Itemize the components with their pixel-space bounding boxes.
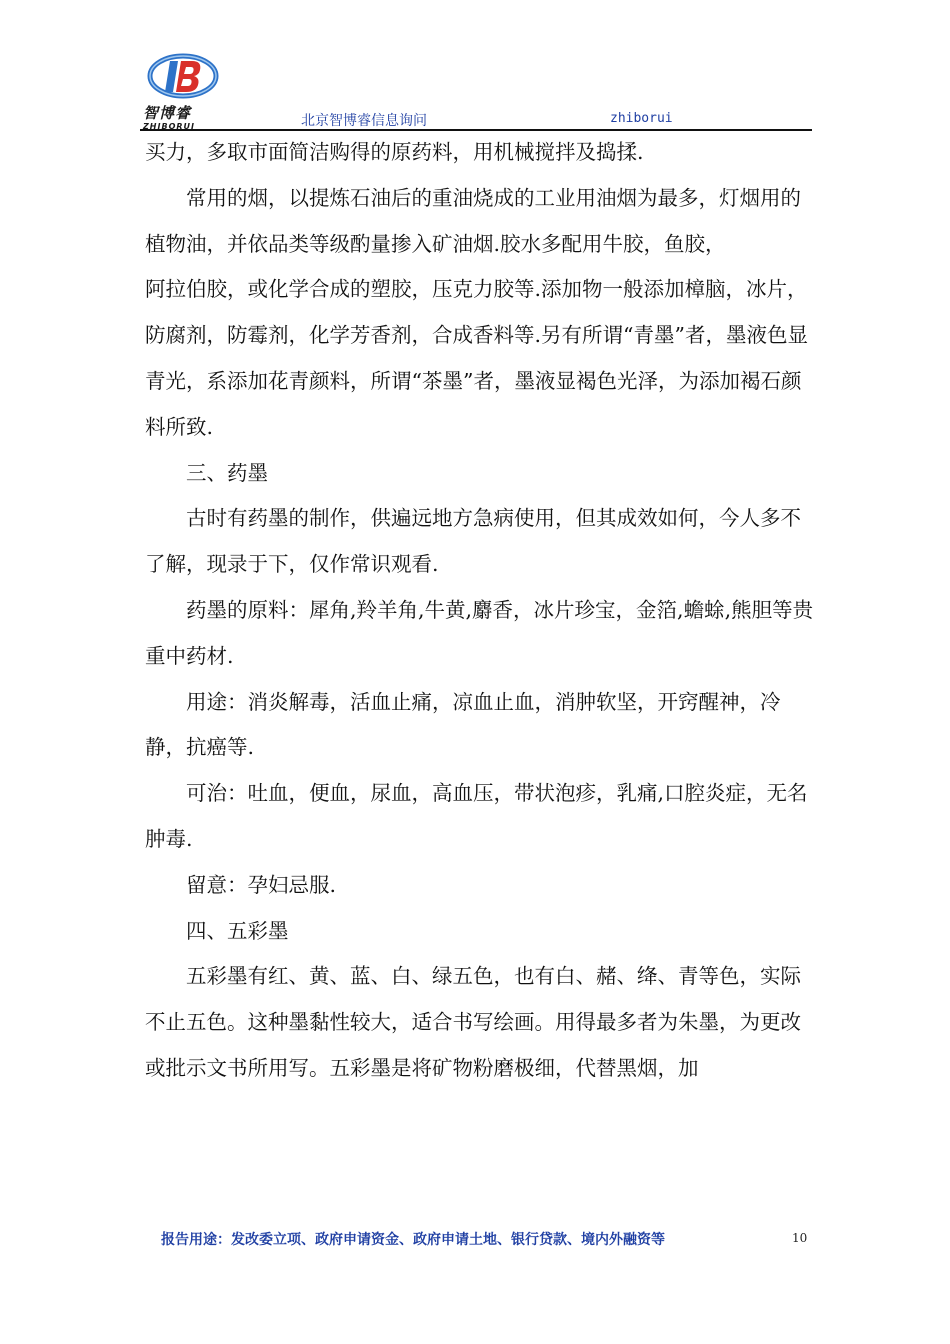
logo-chinese-name: 智博睿 (143, 104, 192, 122)
page-number: 10 (792, 1231, 808, 1245)
header-site-name: zhiborui (610, 111, 673, 126)
paragraph-ingredients: 药墨的原料：犀角,羚羊角,牛黄,麝香，冰片珍宝，金箔,蟾蜍,熊胆等贵重中药材. (145, 597, 814, 668)
paragraph-treats: 可治：吐血，便血，尿血，高血压，带状泡疹，乳痛,口腔炎症，无名肿毒. (145, 781, 808, 851)
header-company-name: 北京智博睿信息询问 (301, 113, 427, 129)
paragraph-continuation: 买力，多取市面简洁购得的原药料，用机械搅拌及捣揉. (145, 140, 644, 164)
paragraph-uses: 用途：消炎解毒，活血止痛，凉血止血，消肿软坚，开窍醒神，冷静，抗癌等. (145, 689, 781, 760)
section-heading-colored-ink: 四、五彩墨 (186, 918, 289, 943)
paragraph-colored-ink: 五彩墨有红、黄、蓝、白、绿五色，也有白、赭、绛、青等色，实际不止五色。这种墨黏性较大，适合书写绘画。用得最多者为朱墨，为更改或批示文书所用写。五彩墨是将矿物粉磨极细，代替黑烟，加 (145, 964, 801, 1080)
document-body (145, 130, 817, 1092)
section-heading-medicinal-ink: 三、药墨 (186, 460, 268, 485)
paragraph-caution: 留意：孕妇忌服. (186, 872, 337, 897)
footer-usage-note: 报告用途：发改委立项、政府申请资金、政府申请土地、银行贷款、境内外融资等 (161, 1232, 665, 1248)
paragraph-medicinal-intro: 古时有药墨的制作，供遍远地方急病使用，但其成效如何，今人多不了解，现录于下，仅作常识观看. (145, 506, 801, 577)
paragraph-smoke: 常用的烟，以提炼石油后的重油烧成的工业用油烟为最多，灯烟用的植物油，并依品类等级酌量掺入矿油烟.胶水多配用牛胶，鱼胶， (145, 185, 801, 256)
logo-wordmark (143, 102, 233, 131)
logo-english-name: ZHIBORUI (143, 122, 196, 131)
paragraph-additives: 阿拉伯胶，或化学合成的塑胶，压克力胶等.添加物一般添加樟脑，冰片，防腐剂，防霉剂，化学芳香剂，合成香料等.另有所谓“青墨”者，墨液色显青光，系添加花青颜料，所谓“茶墨”者，墨液显褐色光泽，为添加褐石颜料所致. (145, 277, 808, 439)
